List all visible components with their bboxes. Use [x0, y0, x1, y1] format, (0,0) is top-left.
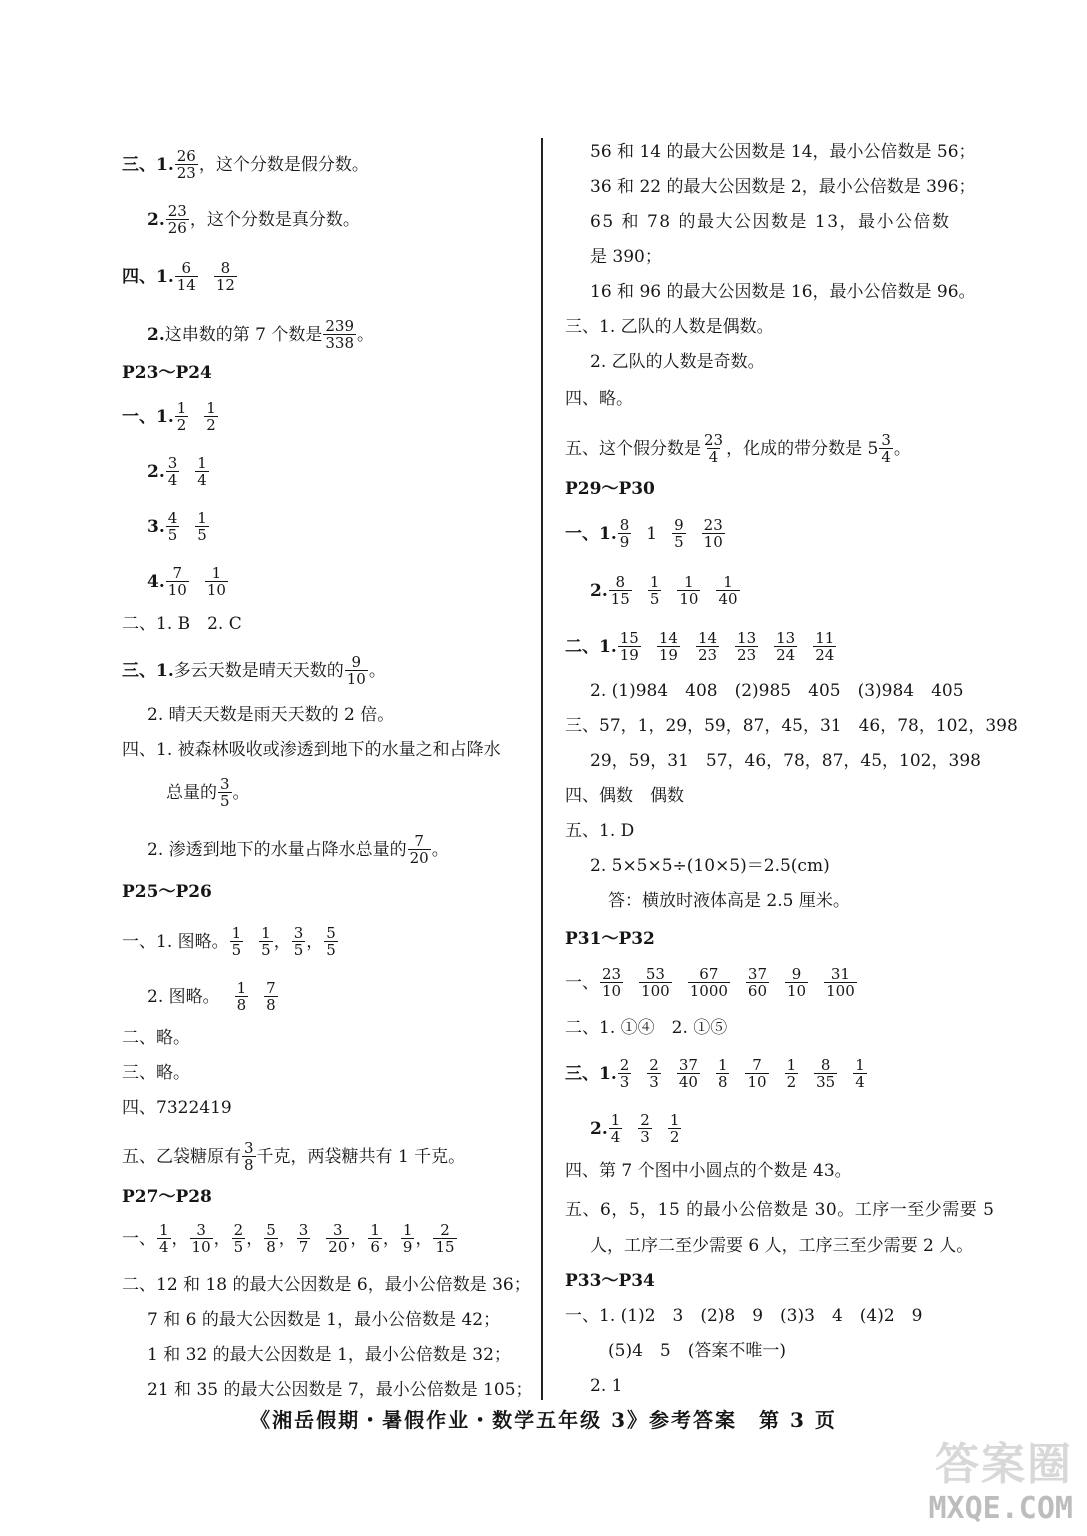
answer-line: 2. 图略。 $\frac{1}{8}$ $\frac{7}{8}$	[147, 979, 276, 1014]
fraction: $\frac{6}{14}$	[176, 259, 196, 294]
fraction: $\frac{1}{10}$	[206, 564, 226, 599]
answer-line: 2. 渗透到地下的水量占降水总量的 $\frac{7}{20}$ 。	[147, 832, 449, 867]
section-heading: P27～P28	[122, 1187, 212, 1207]
fraction: $\frac{9}{10}$	[346, 653, 366, 688]
fraction: $\frac{7}{10}$	[167, 564, 187, 599]
fraction: $\frac{1}{4}$	[855, 1056, 865, 1091]
fraction: $\frac{1}{5}$	[197, 509, 207, 544]
answer-line: 2. $\frac{3}{4}$ $\frac{1}{4}$	[147, 454, 207, 489]
fraction: $\frac{14}{19}$	[658, 629, 678, 664]
fraction: $\frac{67}{1000}$	[689, 965, 728, 1000]
fraction: $\frac{1}{4}$	[197, 454, 207, 489]
answer-line: 2. $\frac{23}{26}$ ，这个分数是真分数。	[147, 202, 360, 237]
fraction: $\frac{1}{8}$	[717, 1056, 728, 1091]
section-heading: P25～P26	[122, 882, 212, 902]
answer-line: 一、 $\frac{1}{4}$ ， $\frac{3}{10}$ ， $\frac{2}{5}$ ， $\frac{5}{8}$ ， $\frac{3}{7}$ $\frac{3}{20}$ ， $\frac{1}{6}$ ， $\frac{1}{9}$ ， $\frac{2}{15}$	[122, 1221, 455, 1256]
fraction: $\frac{2}{15}$	[435, 1221, 455, 1256]
answer-line: 65 和 78 的最大公因数是 13，最小公倍数	[590, 212, 951, 232]
fraction: $\frac{2}{5}$	[233, 1221, 244, 1256]
answer-line: 总量的 $\frac{3}{5}$ 。	[166, 775, 250, 810]
fraction: $\frac{239}{338}$	[325, 317, 355, 352]
answer-line: 三、57，1，29，59，87，45，31 46，78，102，398	[565, 716, 1018, 736]
fraction: $\frac{13}{24}$	[776, 629, 796, 664]
answer-line: 四、第 7 个图中小圆点的个数是 43。	[565, 1161, 852, 1181]
answer-line: 21 和 35 的最大公因数是 7，最小公倍数是 105；	[147, 1380, 533, 1400]
answer-line: 五、乙袋糖原有 $\frac{3}{8}$ 千克，两袋糖共有 1 千克。	[122, 1139, 466, 1174]
fraction: $\frac{23}{10}$	[703, 516, 723, 551]
answer-line: 人，工序二至少需要 6 人，工序三至少需要 2 人。	[590, 1236, 974, 1256]
answer-line: 二、12 和 18 的最大公因数是 6，最小公倍数是 36；	[122, 1275, 531, 1295]
answer-line: 五、6，5，15 的最小公倍数是 30。工序一至少需要 5	[565, 1200, 995, 1220]
fraction: $\frac{23}{26}$	[167, 202, 187, 237]
fraction: $\frac{3}{7}$	[298, 1221, 309, 1256]
answer-line: 7 和 6 的最大公因数是 1，最小公倍数是 42；	[147, 1310, 501, 1330]
fraction: $\frac{3}{10}$	[191, 1221, 211, 1256]
page-footer: 《湘岳假期・暑假作业・数学五年级 3》参考答案 第 3 页	[250, 1408, 837, 1432]
answer-line: 四、1. 被森林吸收或渗透到地下的水量之和占降水	[122, 740, 501, 760]
fraction: $\frac{1}{5}$	[649, 573, 660, 608]
fraction: $\frac{9}{5}$	[674, 516, 684, 551]
fraction: $\frac{11}{24}$	[815, 629, 835, 664]
fraction: $\frac{26}{23}$	[176, 147, 196, 182]
fraction: $\frac{3}{4}$	[167, 454, 178, 489]
answer-line: 2. (1)984 408 (2)985 405 (3)984 405	[590, 681, 964, 701]
answer-line: 29，59，31 57，46，78，87，45，102，398	[590, 751, 981, 771]
answer-line: 16 和 96 的最大公因数是 16，最小公倍数是 96。	[590, 282, 976, 302]
answer-line: (5)4 5 (答案不唯一)	[608, 1341, 786, 1361]
answer-line: 二、略。	[122, 1028, 190, 1048]
fraction: $\frac{1}{6}$	[370, 1221, 380, 1256]
fraction: $\frac{3}{4}$	[881, 431, 891, 466]
answer-line: 二、1. $\frac{15}{19}$ $\frac{14}{19}$ $\frac{14}{23}$ $\frac{13}{23}$ $\frac{13}{24}$ $\frac{11}{24}$	[565, 629, 835, 664]
fraction: $\frac{3}{8}$	[244, 1139, 254, 1174]
section-heading: P33～P34	[565, 1271, 655, 1291]
answer-line: 三、略。	[122, 1063, 190, 1083]
answer-line: 一、1. $\frac{8}{9}$ 1 $\frac{9}{5}$ $\frac{23}{10}$	[565, 516, 723, 551]
answer-line: 3. $\frac{4}{5}$ $\frac{1}{5}$	[147, 509, 207, 544]
answer-line: 56 和 14 的最大公因数是 14，最小公倍数是 56；	[590, 142, 976, 162]
fraction: $\frac{1}{8}$	[236, 979, 247, 1014]
answer-line: 2. 5×5×5÷(10×5)＝2.5(cm)	[590, 856, 830, 876]
fraction: $\frac{3}{5}$	[293, 924, 304, 959]
answer-line: 二、1. B 2. C	[122, 614, 242, 634]
fraction: $\frac{1}{4}$	[159, 1221, 169, 1256]
fraction: $\frac{1}{9}$	[402, 1221, 413, 1256]
answer-line: 2. $\frac{1}{4}$ $\frac{2}{3}$ $\frac{1}{2}$	[590, 1111, 680, 1146]
answer-line: 2. $\frac{8}{15}$ $\frac{1}{5}$ $\frac{1}{10}$ $\frac{1}{40}$	[590, 573, 738, 608]
fraction: $\frac{1}{5}$	[261, 924, 271, 959]
answer-line: 一、1. $\frac{1}{2}$ $\frac{1}{2}$	[122, 399, 216, 434]
answer-line: 答：横放时液体高是 2.5 厘米。	[608, 891, 850, 911]
answer-line: 四、1. $\frac{6}{14}$ $\frac{8}{12}$	[122, 259, 235, 294]
fraction: $\frac{1}{2}$	[176, 399, 187, 434]
answer-line: 四、偶数 偶数	[565, 786, 684, 806]
fraction: $\frac{23}{10}$	[602, 965, 622, 1000]
answer-line: 36 和 22 的最大公因数是 2，最小公倍数是 396；	[590, 177, 976, 197]
fraction: $\frac{1}{2}$	[669, 1111, 680, 1146]
answer-line: 三、1. $\frac{2}{3}$ $\frac{2}{3}$ $\frac{37}{40}$ $\frac{1}{8}$ $\frac{7}{10}$ $\frac{1}{2}$ $\frac{8}{35}$ $\frac{1}{4}$	[565, 1056, 865, 1091]
fraction: $\frac{23}{4}$	[704, 431, 724, 466]
fraction: $\frac{2}{3}$	[619, 1056, 630, 1091]
answer-line: 五、1. D	[565, 821, 635, 841]
answer-line: 4. $\frac{7}{10}$ $\frac{1}{10}$	[147, 564, 226, 599]
section-heading: P23～P24	[122, 363, 212, 383]
answer-line: 2. 1	[590, 1376, 623, 1396]
answer-line: 2. 乙队的人数是奇数。	[590, 352, 765, 372]
fraction: $\frac{5}{5}$	[326, 924, 336, 959]
fraction: $\frac{2}{3}$	[640, 1111, 650, 1146]
fraction: $\frac{8}{12}$	[215, 259, 235, 294]
section-heading: P31～P32	[565, 929, 655, 949]
answer-line: 三、1. 多云天数是晴天天数的 $\frac{9}{10}$ 。	[122, 653, 386, 688]
fraction: $\frac{31}{100}$	[826, 965, 855, 1000]
fraction: $\frac{1}{5}$	[231, 924, 242, 959]
fraction: $\frac{7}{10}$	[747, 1056, 767, 1091]
answer-line: 1 和 32 的最大公因数是 1，最小公倍数是 32；	[147, 1345, 511, 1365]
column-divider	[541, 138, 543, 1400]
answer-line: 四、略。	[565, 389, 633, 409]
fraction: $\frac{8}{9}$	[619, 516, 630, 551]
answer-line: 二、1. ①④ 2. ①⑤	[565, 1018, 728, 1038]
fraction: $\frac{1}{40}$	[718, 573, 738, 608]
fraction: $\frac{7}{8}$	[266, 979, 276, 1014]
answer-line: 2. 晴天天数是雨天天数的 2 倍。	[147, 705, 395, 725]
fraction: $\frac{2}{3}$	[649, 1056, 659, 1091]
fraction: $\frac{37}{60}$	[747, 965, 768, 1000]
answer-line: 2. 这串数的第 7 个数是 $\frac{239}{338}$ 。	[147, 317, 375, 352]
answer-line: 是 390；	[590, 247, 662, 267]
fraction: $\frac{37}{40}$	[678, 1056, 698, 1091]
fraction: $\frac{8}{35}$	[816, 1056, 836, 1091]
answer-line: 一、1. 图略。 $\frac{1}{5}$ $\frac{1}{5}$ ， $\frac{3}{5}$ ， $\frac{5}{5}$	[122, 924, 336, 959]
answer-line: 五、这个假分数是 $\frac{23}{4}$ ，化成的带分数是 5 $\frac{3}{4}$ 。	[565, 431, 911, 466]
fraction: $\frac{14}{23}$	[697, 629, 718, 664]
fraction: $\frac{3}{5}$	[220, 775, 230, 810]
item-number: 三、1.	[122, 154, 174, 175]
fraction: $\frac{1}{4}$	[610, 1111, 621, 1146]
fraction: $\frac{8}{15}$	[610, 573, 630, 608]
answer-line: 一、 $\frac{23}{10}$ $\frac{53}{100}$ $\frac{67}{1000}$ $\frac{37}{60}$ $\frac{9}{10}$ $\frac{31}{100}$	[565, 965, 855, 1000]
fraction: $\frac{1}{2}$	[206, 399, 216, 434]
answer-line: 一、1. (1)2 3 (2)8 9 (3)3 4 (4)2 9	[565, 1306, 923, 1326]
answer-line: 三、1. 乙队的人数是偶数。	[565, 317, 774, 337]
fraction: $\frac{4}{5}$	[167, 509, 178, 544]
answer-line: 四、7322419	[122, 1098, 232, 1118]
answer-line: 三、1. $\frac{26}{23}$ ，这个分数是假分数。	[122, 147, 369, 182]
fraction: $\frac{1}{2}$	[786, 1056, 797, 1091]
fraction: $\frac{15}{19}$	[619, 629, 639, 664]
section-heading: P29～P30	[565, 479, 655, 499]
fraction: $\frac{7}{20}$	[409, 832, 429, 867]
fraction: $\frac{9}{10}$	[787, 965, 807, 1000]
fraction: $\frac{53}{100}$	[641, 965, 670, 1000]
fraction: $\frac{3}{20}$	[328, 1221, 348, 1256]
fraction: $\frac{5}{8}$	[266, 1221, 276, 1256]
fraction: $\frac{1}{10}$	[679, 573, 699, 608]
fraction: $\frac{13}{23}$	[737, 629, 757, 664]
